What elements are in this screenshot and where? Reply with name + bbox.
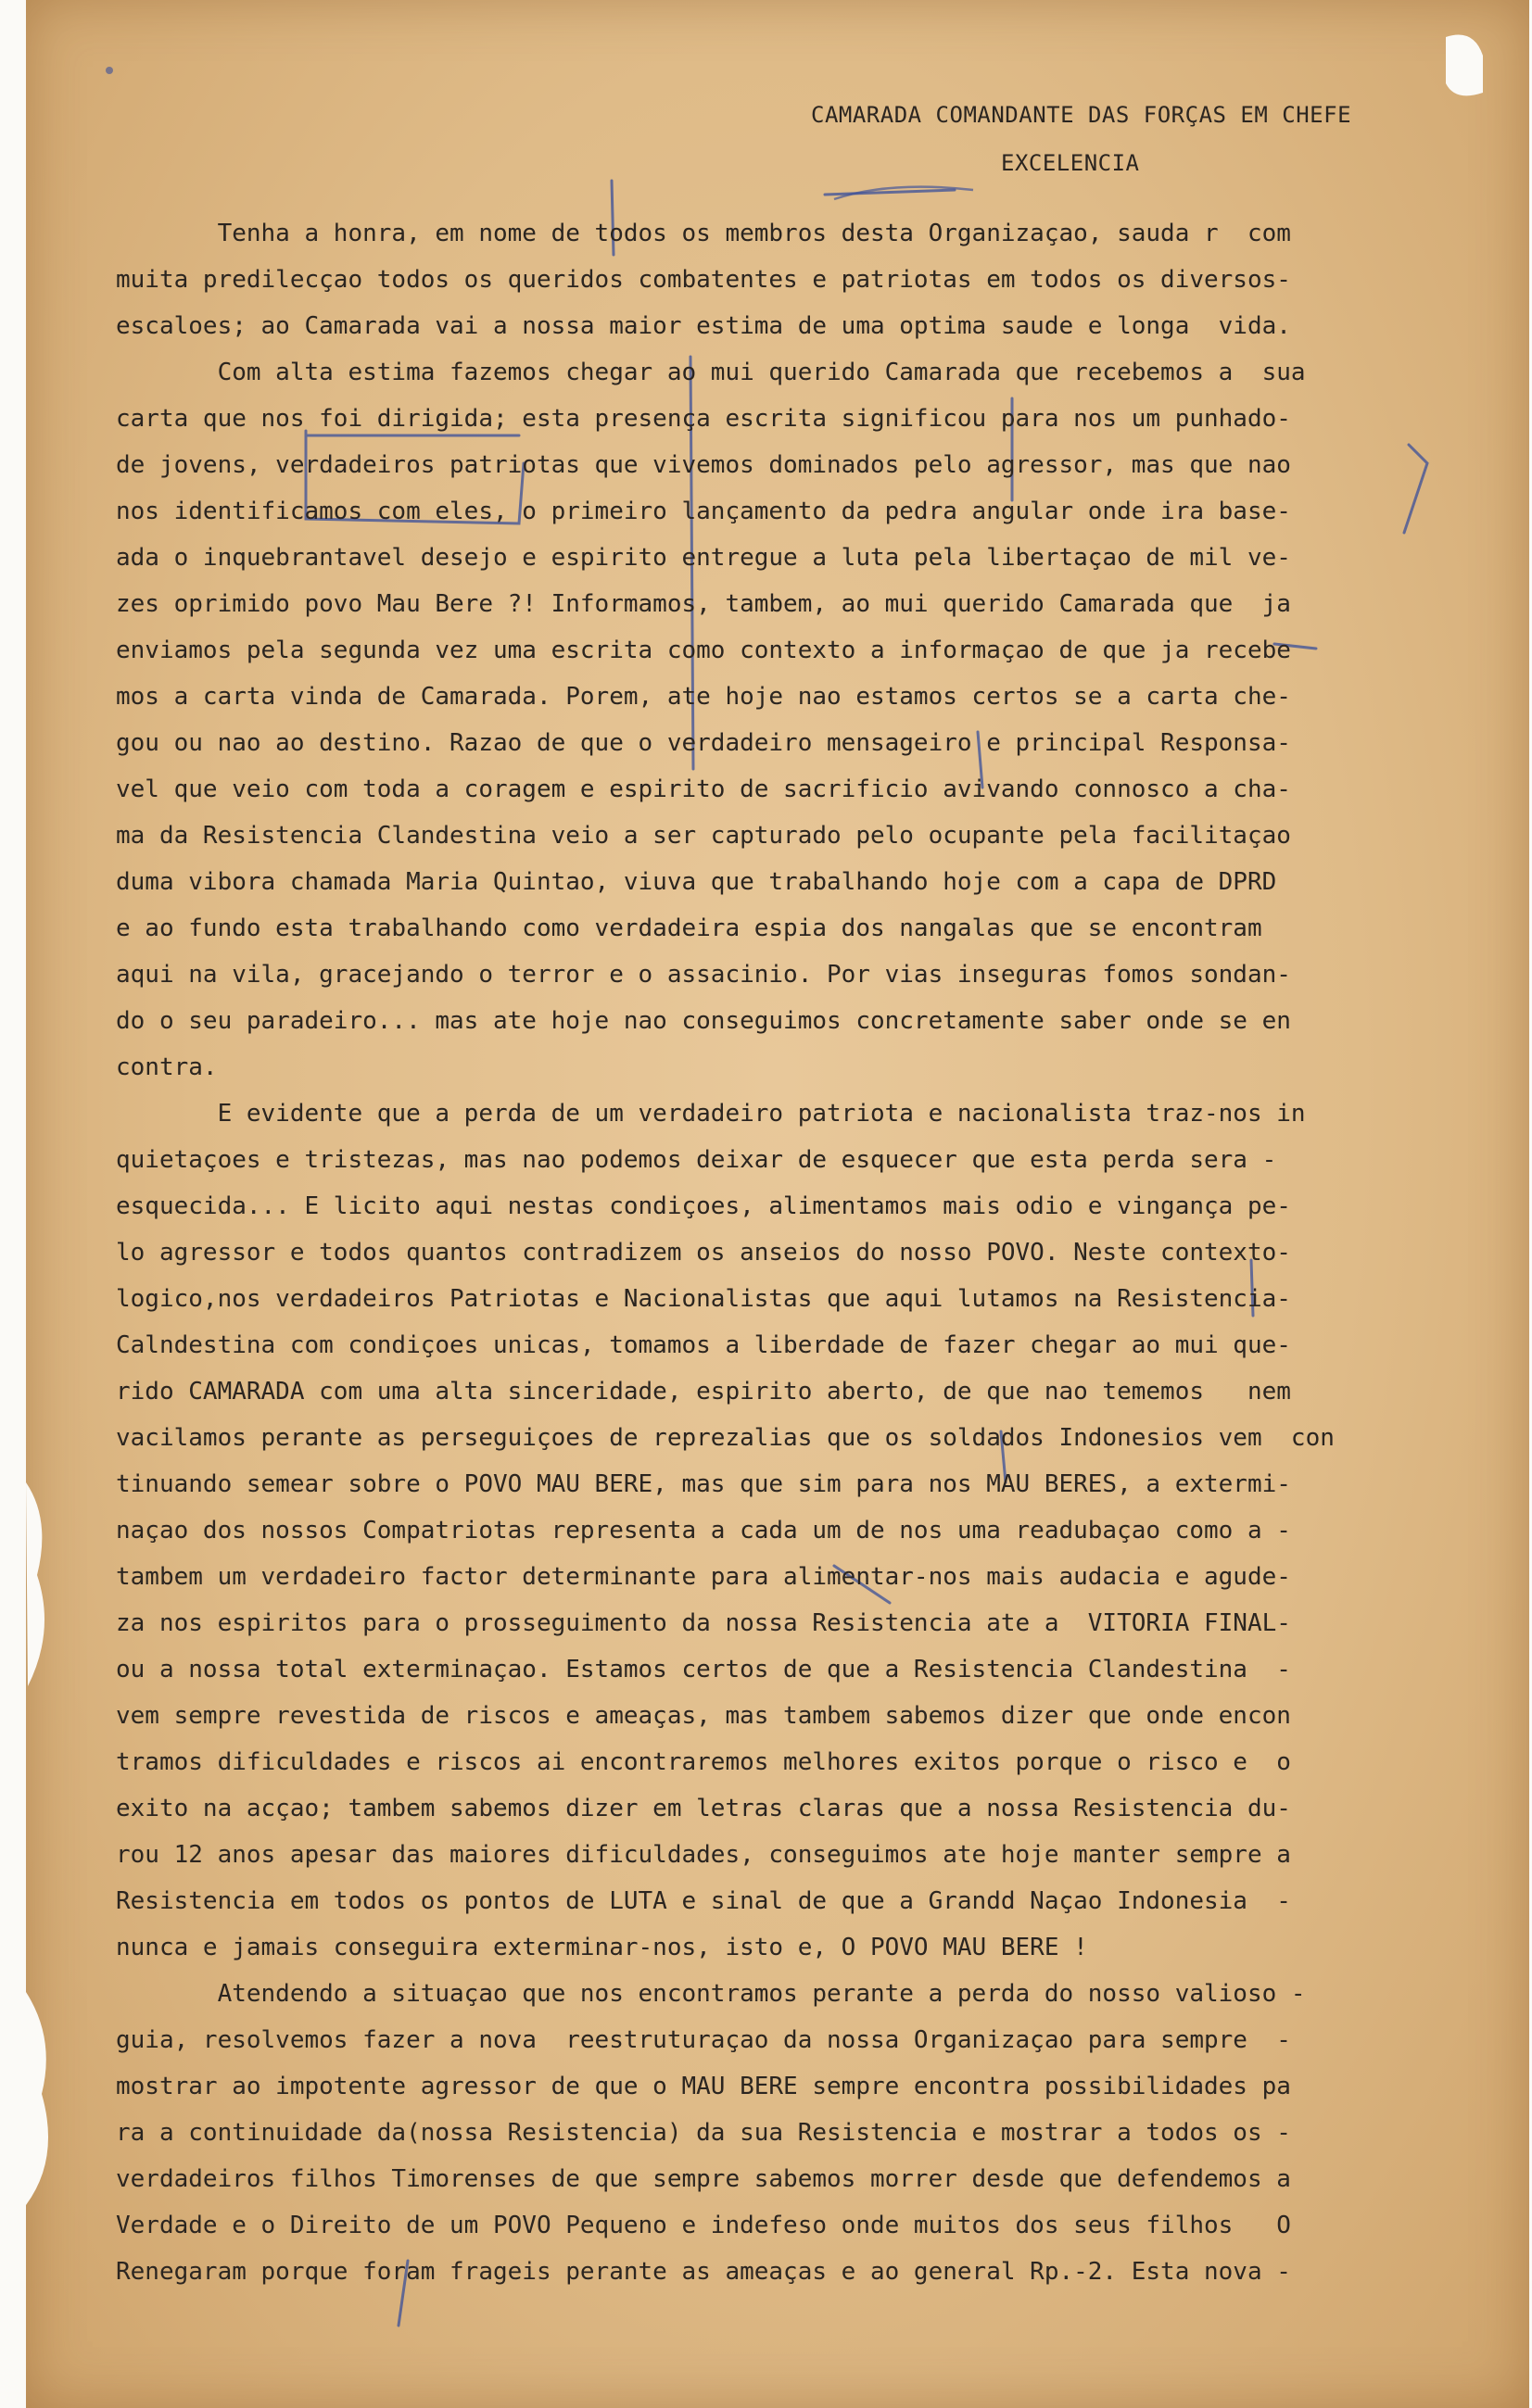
text-line: za nos espiritos para o prosseguimento da nossa Resistencia ate a VITORIA FINAL- [116, 1609, 1291, 1637]
text-line: esquecida... E licito aqui nestas condiçoes, alimentamos mais odio e vingança pe- [116, 1192, 1291, 1220]
text-line: escaloes; ao Camarada vai a nossa maior estima de uma optima saude e longa vida. [116, 312, 1291, 340]
text-line: vel que veio com toda a coragem e espirito de sacrificio avivando connosco a cha- [116, 775, 1291, 803]
text-line: Com alta estima fazemos chegar ao mui querido Camarada que recebemos a sua [116, 359, 1306, 386]
text-line: tinuando semear sobre o POVO MAU BERE, mas que sim para nos MAU BERES, a extermi- [116, 1470, 1291, 1498]
text-line: enviamos pela segunda vez uma escrita como contexto a informaçao de que ja recebe [116, 637, 1291, 664]
text-line: nunca e jamais conseguira exterminar-nos, isto e, O POVO MAU BERE ! [116, 1934, 1088, 1961]
text-line: Resistencia em todos os pontos de LUTA e sinal de que a Grandd Naçao Indonesia - [116, 1887, 1291, 1915]
text-line: rou 12 anos apesar das maiores dificuldades, conseguimos ate hoje manter sempre a [116, 1841, 1291, 1869]
text-line: logico,nos verdadeiros Patriotas e Nacionalistas que aqui lutamos na Resistencia- [116, 1285, 1291, 1313]
text-line: de jovens, verdadeiros patriotas que vivemos dominados pelo agressor, mas que nao [116, 451, 1291, 479]
text-line: ou a nossa total exterminaçao. Estamos certos de que a Resistencia Clandestina - [116, 1656, 1291, 1683]
text-line: mos a carta vinda de Camarada. Porem, ate hoje nao estamos certos se a carta che- [116, 683, 1291, 711]
text-line: naçao dos nossos Compatriotas representa a cada um de nos uma readubaçao como a - [116, 1517, 1291, 1544]
text-line: contra. [116, 1053, 218, 1081]
text-line: vem sempre revestida de riscos e ameaças, mas tambem sabemos dizer que onde encon [116, 1702, 1291, 1730]
text-line: nos identificamos com eles, o primeiro lançamento da pedra angular onde ira base- [116, 498, 1291, 525]
text-line: rido CAMARADA com uma alta sinceridade, espirito aberto, de que nao tememos nem [116, 1378, 1291, 1406]
letter-body [116, 210, 1432, 2295]
text-line: exito na acçao; tambem sabemos dizer em letras claras que a nossa Resistencia du- [116, 1795, 1291, 1822]
text-line: Atendendo a situaçao que nos encontramos perante a perda do nosso valioso - [116, 1980, 1306, 2008]
text-line: Renegaram porque foram frageis perante as ameaças e ao general Rp.-2. Esta nova - [116, 2258, 1291, 2286]
text-line: carta que nos foi dirigida; esta presença escrita significou para nos um punhado- [116, 405, 1291, 433]
text-line: muita predilecçao todos os queridos combatentes e patriotas em todos os diversos- [116, 266, 1291, 294]
text-line: verdadeiros filhos Timorenses de que sempre sabemos morrer desde que defendemos a [116, 2165, 1291, 2193]
letter-heading: CAMARADA COMANDANTE DAS FORÇAS EM CHEFE [811, 102, 1352, 128]
text-line: e ao fundo esta trabalhando como verdadeira espia dos nangalas que se encontram [116, 914, 1262, 942]
text-line: aqui na vila, gracejando o terror e o assacinio. Por vias inseguras fomos sondan- [116, 961, 1291, 989]
text-line: zes oprimido povo Mau Bere ?! Informamos, tambem, ao mui querido Camarada que ja [116, 590, 1291, 618]
text-line: ra a continuidade da(nossa Resistencia) da sua Resistencia e mostrar a todos os - [116, 2119, 1291, 2147]
text-line: guia, resolvemos fazer a nova reestruturaçao da nossa Organizaçao para sempre - [116, 2026, 1291, 2054]
text-line: E evidente que a perda de um verdadeiro patriota e nacionalista traz-nos in [116, 1100, 1306, 1128]
letter-salutation: EXCELENCIA [1001, 150, 1140, 176]
text-line: gou ou nao ao destino. Razao de que o verdadeiro mensageiro e principal Responsa- [116, 729, 1291, 757]
text-line: ma da Resistencia Clandestina veio a ser capturado pelo ocupante pela facilitaçao [116, 822, 1291, 850]
text-line: Tenha a honra, em nome de todos os membros desta Organizaçao, sauda r com [116, 220, 1291, 247]
text-line: mostrar ao impotente agressor de que o MAU BERE sempre encontra possibilidades pa [116, 2073, 1291, 2100]
text-line: tramos dificuldades e riscos ai encontraremos melhores exitos porque o risco e o [116, 1748, 1291, 1776]
text-line: ada o inquebrantavel desejo e espirito entregue a luta pela libertaçao de mil ve- [116, 544, 1291, 572]
text-line: duma vibora chamada Maria Quintao, viuva que trabalhando hoje com a capa de DPRD [116, 868, 1277, 896]
text-line: quietaçoes e tristezas, mas nao podemos deixar de esquecer que esta perda sera - [116, 1146, 1277, 1174]
text-line: lo agressor e todos quantos contradizem os anseios do nosso POVO. Neste contexto- [116, 1239, 1291, 1267]
text-line: Calndestina com condiçoes unicas, tomamos a liberdade de fazer chegar ao mui que- [116, 1331, 1291, 1359]
text-line: tambem um verdadeiro factor determinante para alimentar-nos mais audacia e agude- [116, 1563, 1291, 1591]
text-line: Verdade e o Direito de um POVO Pequeno e indefeso onde muitos dos seus filhos O [116, 2212, 1291, 2239]
text-line: do o seu paradeiro... mas ate hoje nao conseguimos concretamente saber onde se en [116, 1007, 1291, 1035]
text-line: vacilamos perante as perseguiçoes de reprezalias que os soldados Indonesios vem con [116, 1424, 1335, 1452]
